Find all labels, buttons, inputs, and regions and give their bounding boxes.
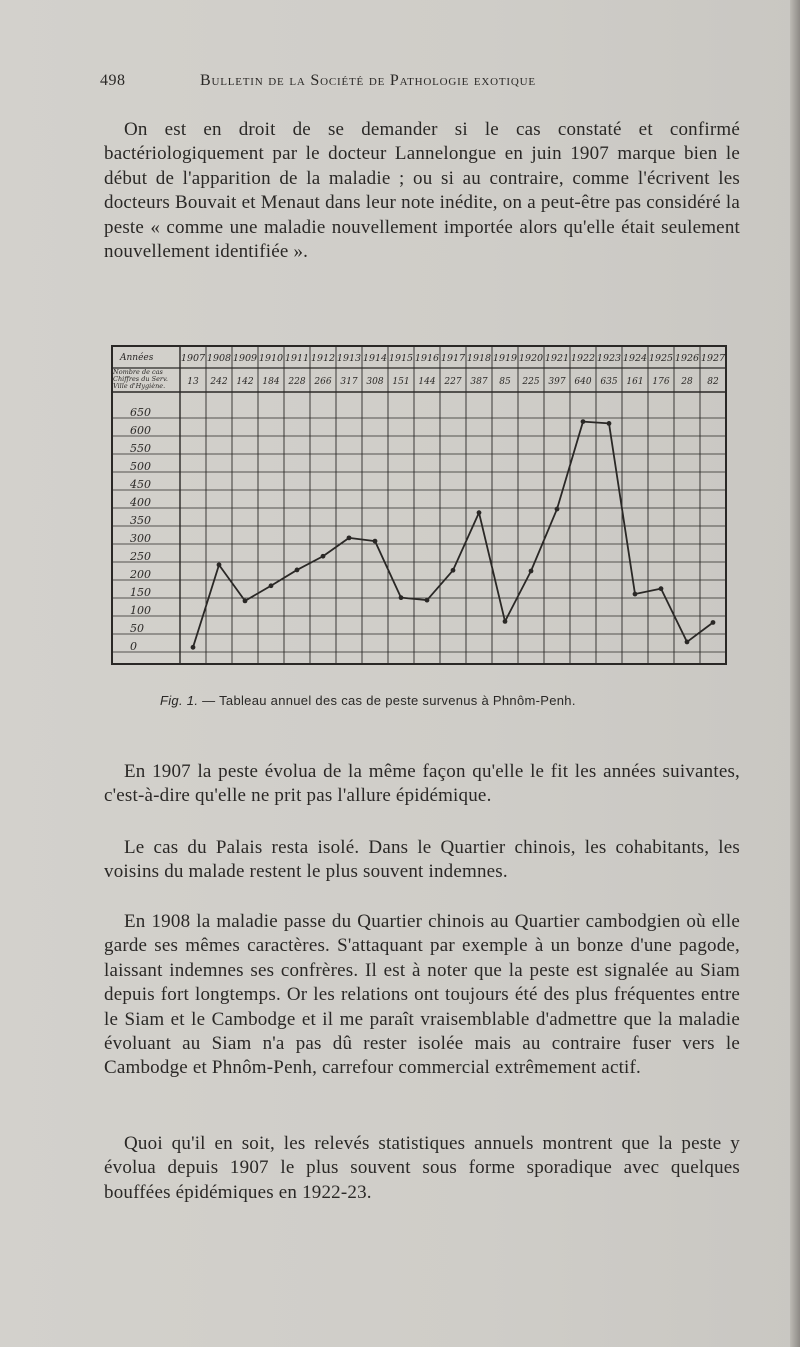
year-label: 1916 — [414, 353, 440, 364]
paragraph-4: En 1908 la maladie passe du Quartier chinois au Quartier cambodgien où elle garde ses mêmes caractères. S'attaquant par exemple à un bonze d'une pagode, laissant indemnes ses confrères. Il est à noter que la peste est signalée au Siam depuis fort longtemps. Or les relations ont toujours été des plus fréquentes entre le Siam et le Cambodge et il me paraît vraisemblable d'admettre que la maladie évoluant au Siam n'a pas dû rester isolée mais au contraire fuser vers le Cambodge et Phnôm-Penh, carrefour commercial extrêmement actif. — [104, 911, 740, 1079]
figure-number: Fig. 1. — [160, 693, 199, 708]
year-label: 1918 — [466, 353, 492, 364]
data-point — [243, 598, 248, 603]
figure-caption — [160, 693, 700, 708]
y-tick-label: 150 — [130, 586, 151, 599]
count-label: 397 — [548, 377, 566, 387]
data-point — [659, 586, 664, 591]
count-label: 151 — [392, 377, 410, 387]
page-number: 498 — [100, 72, 126, 89]
journal-title: Bulletin de la Société de Pathologie exotique — [200, 72, 536, 89]
year-label: 1914 — [362, 353, 388, 364]
count-label: 308 — [366, 377, 384, 387]
year-label: 1925 — [648, 353, 674, 364]
data-point — [399, 595, 404, 600]
data-point — [269, 583, 274, 588]
count-label: 317 — [340, 377, 358, 387]
data-point — [607, 421, 612, 426]
year-label: 1910 — [258, 353, 284, 364]
y-tick-label: 400 — [130, 496, 151, 509]
year-label: 1919 — [492, 353, 518, 364]
y-tick-label: 250 — [130, 550, 151, 563]
year-label: 1912 — [310, 353, 336, 364]
y-tick-label: 50 — [130, 622, 144, 635]
y-tick-label: 450 — [130, 478, 151, 491]
y-tick-label: 600 — [130, 424, 151, 437]
data-point — [477, 510, 482, 515]
year-label: 1908 — [206, 353, 232, 364]
count-label: 227 — [444, 377, 462, 387]
paragraph-1: On est en droit de se demander si le cas constaté et confirmé bactériologiquement par le docteur Lannelongue en juin 1907 marque bien le début de l'apparition de la maladie ; ou si au contraire, comme l'écrivent les docteurs Bouvait et Menaut dans leur note inédite, on a peut-être pas considéré la peste « comme une maladie nouvellement importée alors qu'elle était seulement nouvellement identifiée ». — [104, 119, 740, 263]
y-tick-label: 100 — [130, 604, 151, 617]
count-label: 82 — [707, 377, 719, 387]
data-point — [503, 619, 508, 624]
row-label-counts-text: Nombre de cas Chiffres du Serv. Ville d'Hygiène. — [113, 369, 168, 390]
count-label: 13 — [187, 377, 199, 387]
data-point — [581, 419, 586, 424]
row-label-counts — [113, 369, 179, 391]
y-tick-label: 200 — [130, 568, 151, 581]
count-label: 225 — [522, 377, 540, 387]
y-tick-label: 350 — [130, 514, 151, 527]
data-point — [347, 535, 352, 540]
year-label: 1909 — [232, 353, 258, 364]
y-tick-label: 0 — [130, 640, 137, 653]
data-point — [633, 592, 638, 597]
count-label: 242 — [210, 377, 228, 387]
count-label: 161 — [626, 377, 644, 387]
data-point — [711, 620, 716, 625]
paragraph-2: En 1907 la peste évolua de la même façon qu'elle le fit les années suivantes, c'est-à-dire qu'elle ne prit pas l'allure épidémique. — [104, 761, 740, 807]
year-label: 1920 — [518, 353, 544, 364]
data-point — [321, 554, 326, 559]
count-label: 176 — [652, 377, 670, 387]
count-label: 144 — [418, 377, 436, 387]
year-label: 1926 — [674, 353, 700, 364]
running-header — [100, 72, 660, 94]
count-label: 28 — [681, 377, 693, 387]
count-label: 184 — [262, 377, 280, 387]
year-label: 1907 — [180, 353, 206, 364]
data-point — [529, 569, 534, 574]
year-label: 1922 — [570, 353, 596, 364]
count-label: 387 — [470, 377, 488, 387]
plague-cases-chart — [108, 342, 728, 672]
year-label: 1927 — [700, 353, 726, 364]
data-point — [685, 640, 690, 645]
data-point — [217, 562, 222, 567]
count-label: 142 — [236, 377, 254, 387]
count-label: 228 — [288, 377, 306, 387]
data-point — [191, 645, 196, 650]
year-label: 1915 — [388, 353, 414, 364]
y-tick-label: 650 — [130, 406, 151, 419]
year-label: 1921 — [544, 353, 570, 364]
year-label: 1923 — [596, 353, 622, 364]
count-label: 640 — [574, 377, 592, 387]
data-point — [295, 568, 300, 573]
year-label: 1911 — [284, 353, 310, 364]
row-label-years: Années — [120, 353, 154, 363]
year-label: 1924 — [622, 353, 648, 364]
count-label: 266 — [314, 377, 332, 387]
data-point — [425, 598, 430, 603]
paragraph-5: Quoi qu'il en soit, les relevés statistiques annuels montrent que la peste y évolua depuis 1907 le plus souvent sous forme sporadique avec quelques bouffées épidémiques en 1922-23. — [104, 1133, 740, 1203]
data-point — [555, 507, 560, 512]
series-line — [193, 422, 713, 648]
year-label: 1913 — [336, 353, 362, 364]
data-point — [451, 568, 456, 573]
data-point — [373, 539, 378, 544]
page-edge-shadow — [790, 0, 800, 1347]
count-label: 635 — [600, 377, 618, 387]
y-tick-label: 300 — [130, 532, 151, 545]
count-label: 85 — [499, 377, 511, 387]
y-tick-label: 550 — [130, 442, 151, 455]
paragraph-3: Le cas du Palais resta isolé. Dans le Quartier chinois, les cohabitants, les voisins du malade restent le plus souvent indemnes. — [104, 837, 740, 883]
year-label: 1917 — [440, 353, 466, 364]
figure-caption-text: — Tableau annuel des cas de peste survenus à Phnôm-Penh. — [202, 693, 576, 708]
y-tick-label: 500 — [130, 460, 151, 473]
